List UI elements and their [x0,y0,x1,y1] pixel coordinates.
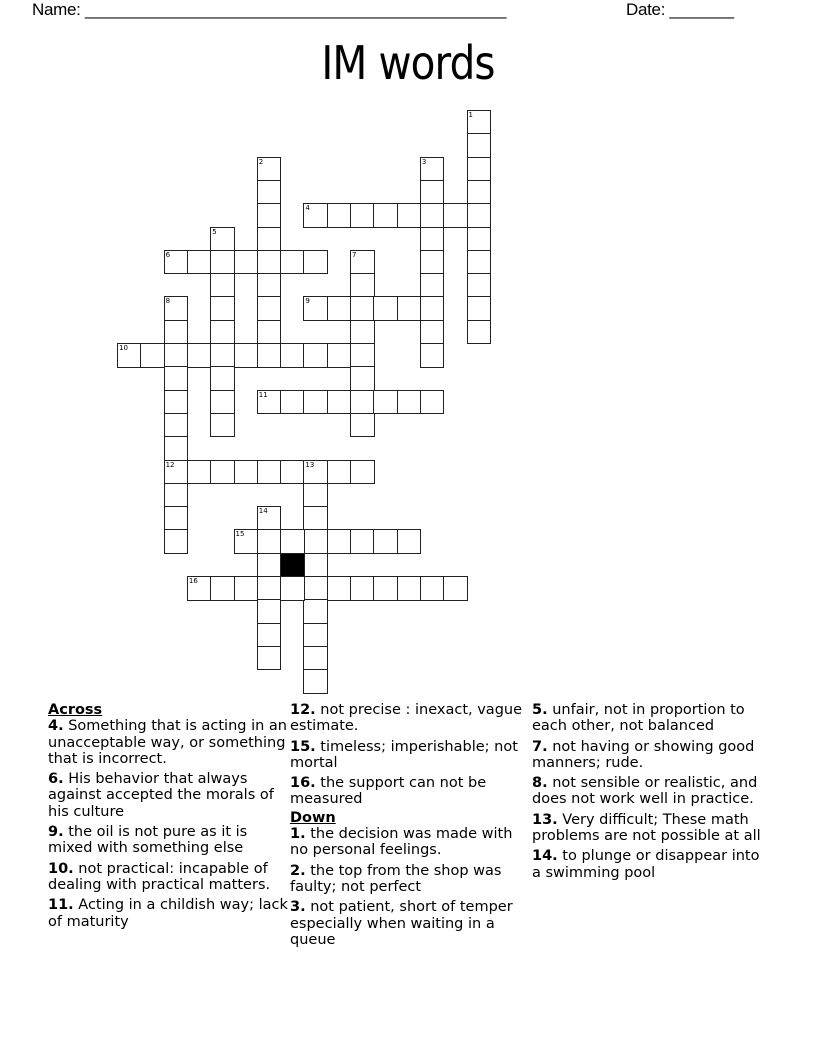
crossword-cell[interactable] [327,343,352,368]
clue-text: the top from the shop was faulty; not perfect [290,862,502,895]
cell-number: 6 [165,250,171,259]
crossword-cell[interactable] [257,157,282,182]
crossword-cell[interactable] [257,273,282,298]
crossword-cell[interactable] [280,250,305,275]
cell-number: 16 [188,577,198,585]
clue-across-9 [48,824,288,857]
crossword-cell[interactable] [280,529,305,554]
clue-down-1 [290,826,530,859]
crossword-cell[interactable] [257,227,282,252]
clue-number: 9. [48,824,64,841]
clue-text: not sensible or realistic, and does not work well in practice. [532,775,758,808]
cell-number: 15 [235,530,245,539]
crossword-cell[interactable] [420,273,445,298]
clue-across-10 [48,861,288,894]
clue-text: Acting in a childish way; lack of maturity [48,897,288,930]
crossword-cell[interactable] [350,296,375,321]
crossword-cell[interactable] [164,343,189,368]
crossword-cell[interactable] [164,529,189,554]
clue-number: 2. [290,862,306,879]
crossword-cell[interactable] [420,296,445,321]
clue-number: 13. [532,811,558,828]
crossword-cell[interactable] [350,413,375,438]
crossword-cell[interactable] [280,576,305,601]
crossword-cell[interactable] [350,460,375,485]
crossword-cell[interactable] [164,296,189,321]
clue-number: 14. [532,848,558,865]
crossword-cell[interactable] [373,529,398,554]
cell-number: 13 [305,460,315,469]
crossword-cell[interactable] [373,576,398,601]
crossword-cell[interactable] [350,366,375,391]
clue-text: Something that is acting in an unacceptable way, or something that is incorrect. [48,718,287,767]
crossword-cell[interactable] [234,460,259,485]
crossword-cell[interactable] [303,296,328,321]
clue-text: not having or showing good manners; rude. [532,738,755,771]
crossword-cell[interactable] [467,203,492,228]
clue-text: timeless; imperishable; not mortal [290,738,518,771]
crossword-cell[interactable] [210,413,235,438]
crossword-cell[interactable] [397,390,422,415]
crossword-cell[interactable] [234,576,259,601]
crossword-cell[interactable] [420,157,445,182]
crossword-cell[interactable] [234,250,259,275]
crossword-cell[interactable] [467,250,492,275]
clue-text: not practical: incapable of dealing with practical matters. [48,860,271,893]
crossword-cell[interactable] [257,460,282,485]
crossword-cell[interactable] [420,320,445,345]
clue-text: to plunge or disappear into a swimming pool [532,848,760,881]
crossword-cell[interactable] [303,483,328,508]
crossword-cell[interactable] [164,460,189,485]
crossword-cell[interactable] [303,599,328,624]
clue-number: 1. [290,826,306,843]
clue-across-6 [48,771,288,820]
crossword-cell[interactable] [164,506,189,531]
crossword-cell[interactable] [234,343,259,368]
clue-down-13 [532,812,772,845]
crossword-cell[interactable] [257,250,282,275]
crossword-cell[interactable] [373,390,398,415]
crossword-cell[interactable] [350,250,375,275]
crossword-cell[interactable] [303,390,328,415]
clue-text: the oil is not pure as it is mixed with something else [48,824,248,857]
crossword-cell[interactable] [257,343,282,368]
crossword-cell[interactable] [350,320,375,345]
crossword-cell[interactable] [420,203,445,228]
cell-number: 10 [119,344,128,352]
clue-number: 11. [48,897,74,914]
black-cell [280,553,305,578]
crossword-cell[interactable] [303,553,328,578]
crossword-cell[interactable] [443,203,468,228]
crossword-cell[interactable] [397,576,422,601]
page-title: IM words [321,36,495,90]
crossword-cell[interactable] [350,529,375,554]
cell-number: 2 [258,157,264,166]
crossword-cell[interactable] [257,296,282,321]
clue-down-7 [532,739,772,772]
crossword-cell[interactable] [187,460,212,485]
clue-down-5 [532,702,772,735]
cell-number: 1 [468,111,473,119]
date-field[interactable]: Date: _______ [626,0,734,19]
crossword-cell[interactable] [210,296,235,321]
clue-down-2 [290,863,530,896]
crossword-cell[interactable] [257,576,282,601]
crossword-cell[interactable] [467,110,492,135]
crossword-cell[interactable] [327,529,352,554]
crossword-cell[interactable] [210,250,235,275]
crossword-cell[interactable] [164,250,189,275]
cell-number: 7 [352,250,357,259]
crossword-cell[interactable] [467,157,492,182]
crossword-cell[interactable] [210,320,235,345]
crossword-cell[interactable] [164,366,189,391]
crossword-cell[interactable] [350,390,375,415]
crossword-cell[interactable] [303,623,328,648]
crossword-cell[interactable] [164,483,189,508]
clue-number: 16. [290,775,316,792]
crossword-cell[interactable] [303,529,328,554]
crossword-cell[interactable] [443,576,468,601]
crossword-cell[interactable] [210,343,235,368]
cell-number: 12 [165,460,175,469]
crossword-cell[interactable] [467,296,492,321]
crossword-cell[interactable] [140,343,165,368]
crossword-cell[interactable] [210,576,235,601]
crossword-cell[interactable] [303,460,328,485]
crossword-cell[interactable] [164,320,189,345]
across-heading: Across [48,702,103,718]
crossword-cell[interactable] [327,390,352,415]
clue-across-4 [48,718,288,767]
down-heading: Down [290,809,336,826]
clue-text: not patient, short of temper especially when waiting in a queue [290,899,513,948]
crossword-cell[interactable] [257,203,282,228]
crossword-cell[interactable] [397,296,422,321]
clue-across-16 [290,775,530,808]
crossword-cell[interactable] [303,343,328,368]
crossword-cell[interactable] [257,599,282,624]
crossword-cell[interactable] [467,320,492,345]
crossword-cell[interactable] [467,227,492,252]
cell-number: 5 [212,227,217,236]
crossword-cell[interactable] [257,390,282,415]
crossword-cell[interactable] [210,460,235,485]
crossword-cell[interactable] [397,203,422,228]
clue-across-11 [48,897,288,930]
crossword-cell[interactable] [257,623,282,648]
clue-down-3 [290,899,530,948]
clue-down-14 [532,848,772,881]
cell-number: 9 [305,297,310,306]
crossword-cell[interactable] [420,227,445,252]
cell-number: 11 [258,390,268,399]
crossword-cell[interactable] [420,180,445,205]
crossword-cell[interactable] [420,250,445,275]
clue-text: His behavior that always against accepted the morals of his culture [48,771,274,820]
crossword-cell[interactable] [420,390,445,415]
crossword-cell[interactable] [257,320,282,345]
clue-number: 6. [48,771,64,788]
crossword-cell[interactable] [187,343,212,368]
crossword-cell[interactable] [350,576,375,601]
clue-text: not precise : inexact, vague estimate. [290,702,523,735]
clue-number: 7. [532,738,548,755]
crossword-cell[interactable] [187,250,212,275]
crossword-cell[interactable] [210,390,235,415]
clue-number: 15. [290,738,316,755]
crossword-cell[interactable] [303,250,328,275]
crossword-cell[interactable] [164,436,189,461]
cell-number: 8 [165,297,171,306]
cell-number: 3 [421,157,427,166]
crossword-cell[interactable] [373,203,398,228]
crossword-cell[interactable] [164,390,189,415]
cell-number: 4 [305,204,310,213]
crossword-cell[interactable] [373,296,398,321]
crossword-cell[interactable] [210,366,235,391]
clue-number: 10. [48,860,74,877]
clue-number: 3. [290,899,306,916]
crossword-cell[interactable] [280,390,305,415]
clue-text: the support can not be measured [290,775,487,808]
clue-text: Very difficult; These math problems are not possible at all [532,811,761,845]
crossword-cell[interactable] [210,227,235,252]
cell-number: 14 [258,507,268,516]
crossword-cell[interactable] [117,343,142,368]
crossword-cell[interactable] [467,273,492,298]
clues-column-3 [532,702,772,885]
crossword-cell[interactable] [327,296,352,321]
crossword-cell[interactable] [420,343,445,368]
crossword-cell[interactable] [303,203,328,228]
clue-number: 8. [532,775,548,792]
crossword-cell[interactable] [420,576,445,601]
clue-number: 5. [532,702,548,718]
crossword-cell[interactable] [327,460,352,485]
crossword-cell[interactable] [303,506,328,531]
clue-number: 12. [290,702,316,718]
clues-column-1 [48,702,288,934]
crossword-cell[interactable] [210,273,235,298]
crossword-cell[interactable] [397,529,422,554]
crossword-cell[interactable] [280,460,305,485]
clue-across-12 [290,702,530,735]
clues-column-2 [290,702,530,952]
crossword-cell[interactable] [303,669,328,694]
clue-text: the decision was made with no personal feelings. [290,826,513,859]
crossword-cell[interactable] [467,133,492,158]
crossword-cell[interactable] [257,529,282,554]
crossword-cell[interactable] [327,576,352,601]
crossword-cell[interactable] [350,343,375,368]
crossword-cell[interactable] [327,203,352,228]
clue-text: unfair, not in proportion to each other, not balanced [532,702,745,735]
name-field[interactable]: Name: ______________________________________________ [32,0,507,19]
clue-down-8 [532,775,772,808]
crossword-cell[interactable] [467,180,492,205]
crossword-cell[interactable] [350,273,375,298]
crossword-cell[interactable] [280,343,305,368]
crossword-cell[interactable] [303,576,328,601]
clue-number: 4. [48,718,64,735]
crossword-cell[interactable] [257,506,282,531]
crossword-cell[interactable] [303,646,328,671]
crossword-cell[interactable] [187,576,212,601]
crossword-cell[interactable] [164,413,189,438]
crossword-cell[interactable] [257,180,282,205]
crossword-cell[interactable] [234,529,259,554]
clue-across-15 [290,739,530,772]
crossword-cell[interactable] [257,553,282,578]
crossword-cell[interactable] [257,646,282,671]
crossword-cell[interactable] [350,203,375,228]
